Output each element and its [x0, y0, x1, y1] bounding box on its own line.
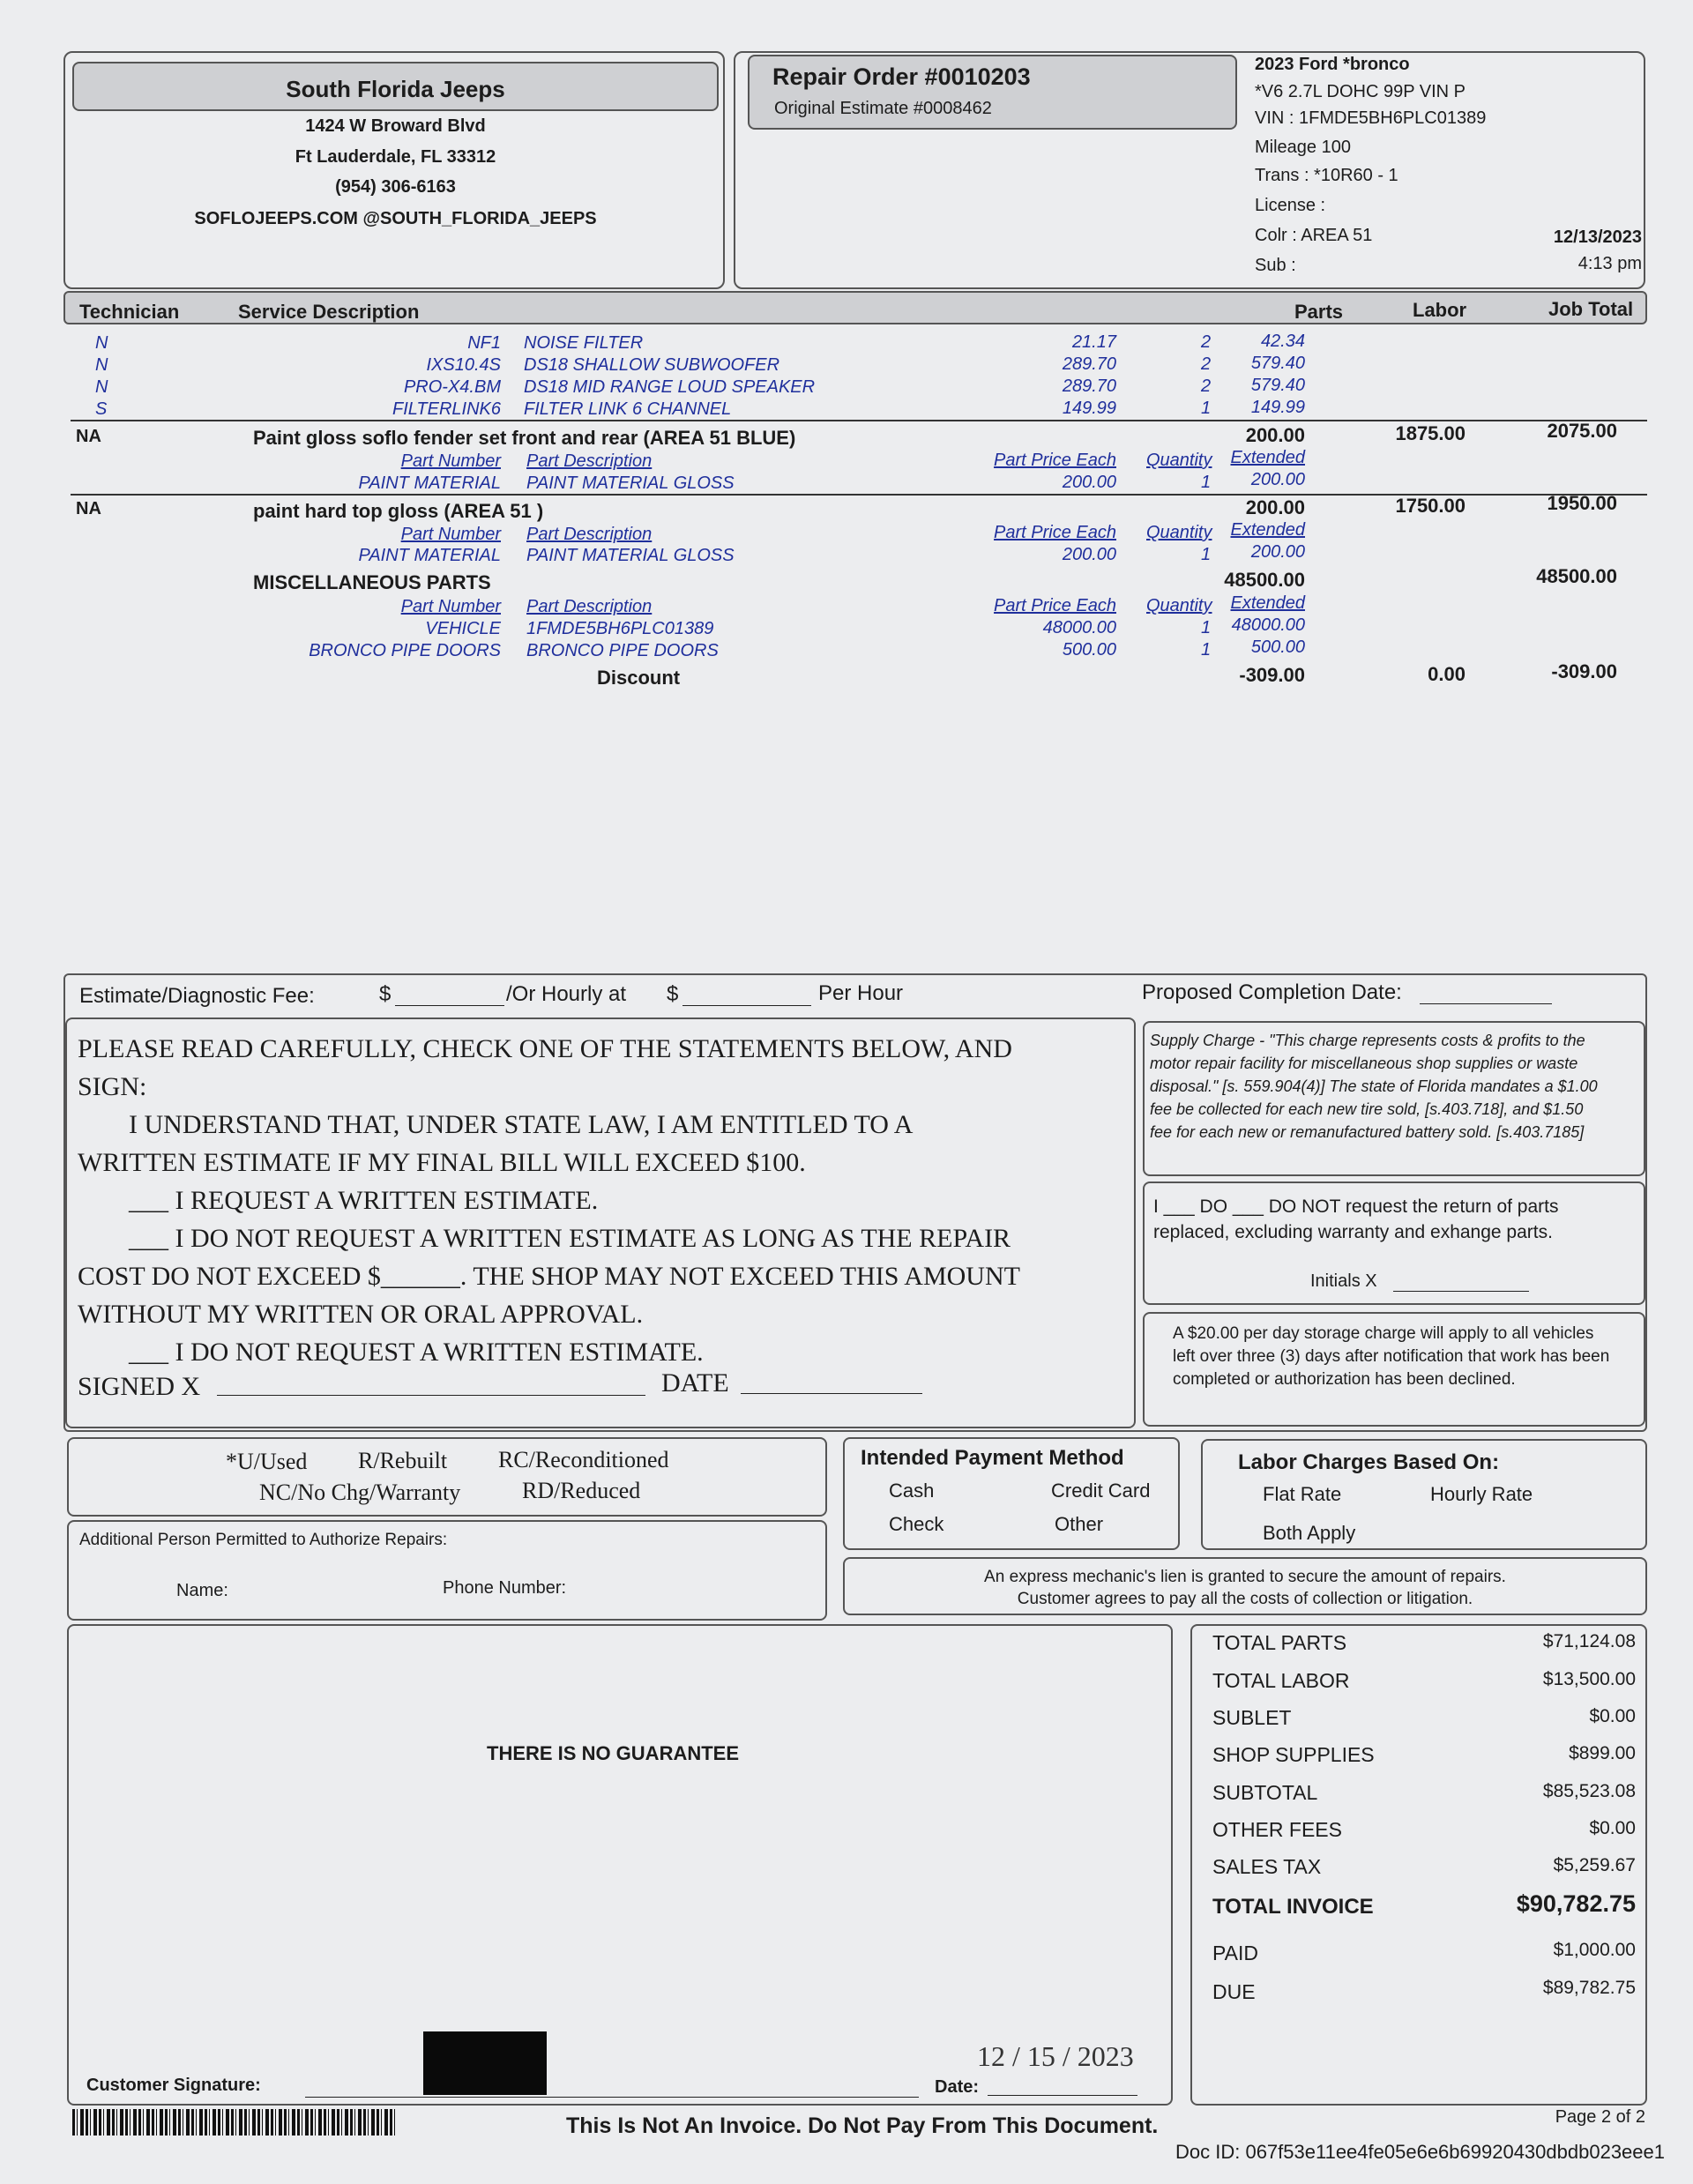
job2-hdr-part-price: Part Price Each	[994, 523, 1116, 542]
payment-cash[interactable]: Cash	[889, 1480, 935, 1502]
payment-other[interactable]: Other	[1055, 1513, 1104, 1535]
total-invoice-label: TOTAL INVOICE	[1212, 1895, 1374, 1919]
job2-hdr-extended: Extended	[1230, 520, 1305, 540]
discount-labor: 0.00	[1428, 663, 1466, 685]
legend-rebuilt: R/Rebuilt	[358, 1448, 448, 1473]
item-extended: 500.00	[1250, 637, 1305, 657]
estimate-fee-label: Estimate/Diagnostic Fee:	[79, 984, 315, 1008]
job1-title: Paint gloss soflo fender set front and rear (AREA 51 BLUE)	[253, 427, 796, 449]
signed-label: SIGNED X	[78, 1372, 201, 1401]
shop-phone: (954) 306-6163	[335, 177, 456, 197]
item-part-number: PAINT MATERIAL	[358, 546, 501, 565]
item-quantity: 2	[1201, 354, 1212, 374]
lien-line-2: Customer agrees to pay all the costs of collection or litigation.	[1017, 1590, 1473, 1608]
order-date: 12/13/2023	[1553, 227, 1642, 247]
item-price: 48000.00	[1042, 618, 1116, 637]
labor-flat-rate[interactable]: Flat Rate	[1263, 1483, 1342, 1505]
guarantee-text: THERE IS NO GUARANTEE	[487, 1742, 740, 1764]
job2-title: paint hard top gloss (AREA 51 )	[253, 500, 544, 522]
misc-hdr-extended: Extended	[1230, 593, 1305, 613]
document-id: Doc ID: 067f53e11ee4fe05e6e6b69920430dbdb023eee1	[1175, 2141, 1665, 2162]
shop-address-1: 1424 W Broward Blvd	[305, 116, 486, 136]
due-value: $89,782.75	[1542, 1978, 1636, 1998]
item-part-number: VEHICLE	[425, 619, 501, 638]
col-job-total: Job Total	[1548, 298, 1634, 320]
initials-label: Initials X	[1310, 1271, 1377, 1291]
item-description: DS18 SHALLOW SUBWOOFER	[524, 355, 780, 375]
completion-date-field[interactable]	[1420, 1003, 1552, 1004]
discount-total: -309.00	[1551, 660, 1617, 682]
sublet-value: $0.00	[1589, 1706, 1636, 1726]
misc-parts: 48500.00	[1224, 569, 1305, 591]
page-number: Page 2 of 2	[1555, 2107, 1645, 2127]
item-price: 289.70	[1062, 376, 1116, 396]
signature-date-label: Date:	[935, 2077, 980, 2097]
customer-signature-field[interactable]	[305, 2097, 919, 2098]
per-hour-label: Per Hour	[818, 981, 904, 1005]
discount-label: Discount	[597, 667, 681, 689]
item-part-number: FILTERLINK6	[392, 399, 501, 419]
item-part-number: BRONCO PIPE DOORS	[309, 641, 501, 660]
job1-hdr-part-number: Part Number	[400, 451, 501, 471]
statement-intro: PLEASE READ CAREFULLY, CHECK ONE OF THE STATEMENTS BELOW, AND SIGN:	[78, 1034, 1012, 1101]
item-tech: N	[95, 377, 108, 397]
item-quantity: 2	[1201, 376, 1212, 396]
statement-date-field[interactable]	[741, 1393, 922, 1394]
additional-person-title: Additional Person Permitted to Authorize Repairs:	[79, 1531, 448, 1549]
job1-tech: NA	[76, 427, 101, 446]
discount-parts: -309.00	[1239, 664, 1305, 686]
total-parts-value: $71,124.08	[1542, 1631, 1636, 1651]
item-quantity: 1	[1201, 618, 1212, 637]
total-labor-label: TOTAL LABOR	[1212, 1669, 1350, 1692]
payment-check[interactable]: Check	[889, 1513, 944, 1535]
labor-hourly-rate[interactable]: Hourly Rate	[1430, 1483, 1533, 1505]
signed-field[interactable]	[217, 1395, 645, 1396]
item-price: 21.17	[1071, 332, 1116, 352]
vehicle-engine: *V6 2.7L DOHC 99P VIN P	[1255, 82, 1466, 101]
due-label: DUE	[1212, 1980, 1256, 2003]
divider	[71, 420, 1647, 421]
vehicle-model: 2023 Ford *bronco	[1255, 55, 1410, 74]
item-tech: N	[95, 355, 108, 375]
item-price: 200.00	[1062, 545, 1116, 564]
statement-text	[78, 1030, 1030, 1371]
sublet-label: SUBLET	[1212, 1706, 1292, 1729]
item-extended: 200.00	[1250, 542, 1305, 562]
signature-date-field[interactable]	[988, 2095, 1137, 2096]
item-price: 149.99	[1062, 399, 1116, 418]
vehicle-license: License :	[1255, 196, 1326, 215]
signature-box	[67, 1624, 1173, 2106]
subtotal-label: SUBTOTAL	[1212, 1781, 1318, 1804]
customer-signature-label: Customer Signature:	[86, 2076, 261, 2095]
item-quantity: 1	[1201, 640, 1212, 660]
total-parts-label: TOTAL PARTS	[1212, 1631, 1347, 1654]
vehicle-vin: VIN : 1FMDE5BH6PLC01389	[1255, 108, 1487, 128]
item-quantity: 1	[1201, 399, 1212, 418]
statement-date-label: DATE	[661, 1368, 729, 1398]
additional-person-phone[interactable]: Phone Number:	[443, 1578, 567, 1598]
labor-both-apply[interactable]: Both Apply	[1263, 1522, 1356, 1544]
col-service-description: Service Description	[238, 301, 420, 323]
item-extended: 42.34	[1260, 332, 1305, 351]
job2-parts: 200.00	[1245, 496, 1305, 518]
handwritten-date: 12 / 15 / 2023	[977, 2040, 1134, 2072]
job1-hdr-extended: Extended	[1230, 448, 1305, 467]
supply-charge-text: Supply Charge - "This charge represents costs & profits to the motor repair facility for miscellaneous shop supplies or waste disposal." [s. 559.904(4)] The state of Florida mandates a $1.00 fee be collected for each new tire sold, [s.403.718], and $1.50 fee for each new or remanufactured battery sold. [s.403.7185]	[1150, 1032, 1598, 1141]
initials-field[interactable]	[1393, 1291, 1529, 1292]
col-parts: Parts	[1294, 301, 1344, 323]
item-tech: S	[95, 399, 108, 419]
misc-hdr-part-price: Part Price Each	[994, 596, 1116, 615]
shop-website: SOFLOJEEPS.COM @SOUTH_FLORIDA_JEEPS	[194, 209, 597, 228]
item-price: 500.00	[1062, 640, 1116, 660]
misc-hdr-quantity: Quantity	[1146, 596, 1212, 615]
shop-name: South Florida Jeeps	[286, 76, 505, 102]
item-price: 289.70	[1062, 354, 1116, 374]
item-description: NOISE FILTER	[524, 333, 644, 353]
job1-parts: 200.00	[1245, 424, 1305, 446]
job2-total: 1950.00	[1547, 492, 1617, 514]
job2-hdr-part-number: Part Number	[400, 525, 501, 544]
job2-hdr-quantity: Quantity	[1146, 523, 1212, 542]
item-quantity: 1	[1201, 545, 1212, 564]
payment-title: Intended Payment Method	[861, 1446, 1124, 1470]
item-part-number: PRO-X4.BM	[403, 377, 501, 397]
vehicle-sub: Sub :	[1255, 256, 1296, 275]
item-part-number: NF1	[467, 333, 501, 353]
legend-no-charge: NC/No Chg/Warranty	[259, 1480, 461, 1505]
paid-label: PAID	[1212, 1942, 1258, 1964]
additional-person-name[interactable]: Name:	[176, 1581, 228, 1600]
item-extended: 48000.00	[1231, 615, 1305, 635]
other-fees-label: OTHER FEES	[1212, 1818, 1342, 1841]
repair-order-number: Repair Order #0010203	[772, 63, 1031, 90]
total-invoice-value: $90,782.75	[1516, 1890, 1636, 1917]
item-extended: 149.99	[1250, 398, 1305, 417]
legend-reduced: RD/Reduced	[522, 1478, 641, 1503]
item-description: PAINT MATERIAL GLOSS	[526, 546, 735, 565]
vehicle-color: Colr : AREA 51	[1255, 226, 1373, 245]
item-description: BRONCO PIPE DOORS	[526, 641, 719, 660]
original-estimate: Original Estimate #0008462	[774, 99, 992, 118]
order-time: 4:13 pm	[1577, 254, 1642, 273]
misc-hdr-part-number: Part Number	[400, 597, 501, 616]
legend-reconditioned: RC/Reconditioned	[498, 1447, 669, 1472]
estimate-fee-dollar: $	[379, 982, 392, 1006]
vehicle-mileage: Mileage 100	[1255, 138, 1351, 157]
job1-hdr-part-price: Part Price Each	[994, 451, 1116, 470]
storage-text: A $20.00 per day storage charge will apply to all vehicles left over three (3) days after notification that work has been completed or authorization has been declined.	[1173, 1324, 1610, 1389]
item-quantity: 2	[1201, 332, 1212, 352]
hourly-rate-field[interactable]	[682, 1005, 811, 1006]
col-technician: Technician	[79, 301, 180, 323]
item-extended: 200.00	[1250, 470, 1305, 489]
vehicle-trans: Trans : *10R60 - 1	[1255, 166, 1398, 185]
item-tech: N	[95, 333, 108, 353]
item-description: PAINT MATERIAL GLOSS	[526, 473, 735, 493]
total-labor-value: $13,500.00	[1542, 1669, 1636, 1689]
labor-basis-title: Labor Charges Based On:	[1238, 1450, 1500, 1474]
paid-value: $1,000.00	[1553, 1940, 1636, 1960]
hourly-dollar: $	[667, 982, 679, 1006]
option-no-estimate-limit[interactable]: ___ I DO NOT REQUEST A WRITTEN ESTIMATE AS LONG AS THE REPAIR COST DO NOT EXCEED $______. THE SHOP MAY NOT EXCEED THIS AMOUNT WITHOUT MY WRITTEN OR ORAL APPROVAL.	[78, 1224, 1020, 1329]
misc-total: 48500.00	[1536, 565, 1617, 587]
job1-total: 2075.00	[1547, 420, 1617, 442]
item-description: DS18 MID RANGE LOUD SPEAKER	[524, 377, 816, 397]
statement-law: I UNDERSTAND THAT, UNDER STATE LAW, I AM ENTITLED TO A WRITTEN ESTIMATE IF MY FINAL BILL WILL EXCEED $100.	[78, 1110, 912, 1177]
item-description: 1FMDE5BH6PLC01389	[526, 619, 714, 638]
legend-used: *U/Used	[226, 1449, 308, 1474]
item-description: FILTER LINK 6 CHANNEL	[524, 399, 732, 419]
misc-title: MISCELLANEOUS PARTS	[253, 571, 491, 593]
item-extended: 579.40	[1250, 376, 1305, 395]
return-parts-text[interactable]: I ___ DO ___ DO NOT request the return of parts replaced, excluding warranty and exhange parts.	[1153, 1196, 1559, 1242]
job1-hdr-quantity: Quantity	[1146, 451, 1212, 470]
barcode	[72, 2109, 395, 2136]
option-request-estimate[interactable]: ___ I REQUEST A WRITTEN ESTIMATE.	[129, 1186, 599, 1215]
sales-tax-label: SALES TAX	[1212, 1855, 1322, 1878]
not-invoice-notice: This Is Not An Invoice. Do Not Pay From This Document.	[566, 2113, 1159, 2138]
payment-credit-card[interactable]: Credit Card	[1051, 1480, 1151, 1502]
job2-labor: 1750.00	[1395, 495, 1466, 517]
item-extended: 579.40	[1250, 354, 1305, 373]
sales-tax-value: $5,259.67	[1553, 1855, 1636, 1875]
misc-hdr-part-description: Part Description	[526, 597, 653, 616]
shop-address-2: Ft Lauderdale, FL 33312	[295, 147, 496, 167]
redaction-block	[423, 2031, 547, 2095]
shop-supplies-value: $899.00	[1569, 1743, 1636, 1763]
job2-hdr-part-description: Part Description	[526, 525, 653, 544]
item-part-number: IXS10.4S	[426, 355, 501, 375]
shop-supplies-label: SHOP SUPPLIES	[1212, 1743, 1375, 1766]
completion-date-label: Proposed Completion Date:	[1142, 980, 1402, 1004]
col-labor: Labor	[1413, 299, 1467, 321]
job2-tech: NA	[76, 499, 101, 518]
job1-labor: 1875.00	[1395, 422, 1466, 444]
other-fees-value: $0.00	[1589, 1818, 1636, 1838]
lien-line-1: An express mechanic's lien is granted to secure the amount of repairs.	[984, 1568, 1506, 1586]
item-quantity: 1	[1201, 473, 1212, 492]
item-price: 200.00	[1062, 473, 1116, 492]
option-no-estimate[interactable]: ___ I DO NOT REQUEST A WRITTEN ESTIMATE.	[129, 1338, 704, 1367]
hourly-label: /Or Hourly at	[506, 982, 627, 1006]
item-part-number: PAINT MATERIAL	[358, 473, 501, 493]
estimate-fee-field[interactable]	[395, 1005, 504, 1006]
job1-hdr-part-description: Part Description	[526, 451, 653, 471]
subtotal-value: $85,523.08	[1542, 1781, 1636, 1801]
